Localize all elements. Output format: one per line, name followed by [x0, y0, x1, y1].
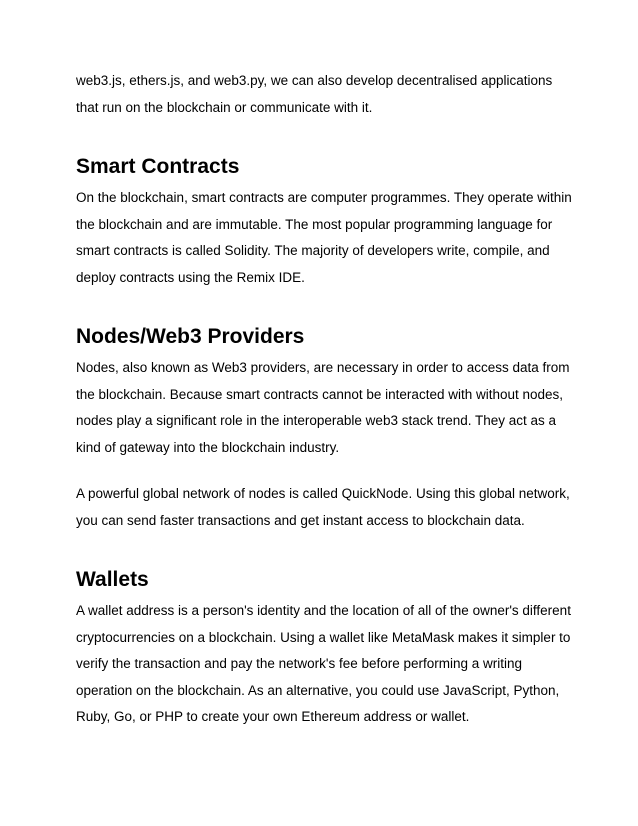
- intro-paragraph: web3.js, ethers.js, and web3.py, we can also develop decentralised applications that run on the blockchain or communicate with it.: [76, 73, 553, 115]
- wallets-paragraph: A wallet address is a person's identity and the location of all of the owner's different cryptocurrencies on a blockchain. Using a wallet like MetaMask makes it simpler to verify the transaction and pay the network's fee before performing a writing operation on the blockchain. As an alternative, you could use JavaScript, Python, Ruby, Go, or PHP to create your own Ethereum address or wallet.: [76, 603, 571, 724]
- heading-smart-contracts: Smart Contracts: [76, 155, 240, 178]
- section-nodes-web3-providers: [76, 323, 576, 534]
- heading-nodes-web3-providers: Nodes/Web3 Providers: [76, 325, 305, 348]
- smart-contracts-paragraph: On the blockchain, smart contracts are computer programmes. They operate within the blockchain and are immutable. The most popular programming language for smart contracts is called Solidity. The majority of developers write, compile, and deploy contracts using the Remix IDE.: [76, 190, 572, 285]
- nodes-paragraph-2: A powerful global network of nodes is called QuickNode. Using this global network, you can send faster transactions and get instant access to blockchain data.: [76, 486, 570, 528]
- nodes-paragraph-1: Nodes, also known as Web3 providers, are necessary in order to access data from the blockchain. Because smart contracts cannot be interacted with without nodes, nodes play a significant role in the interoperable web3 stack trend. They act as a kind of gateway into the blockchain industry.: [76, 360, 570, 455]
- heading-wallets: Wallets: [76, 568, 149, 591]
- section-smart-contracts: [76, 153, 576, 291]
- document-page: [76, 68, 576, 731]
- section-wallets: [76, 566, 576, 731]
